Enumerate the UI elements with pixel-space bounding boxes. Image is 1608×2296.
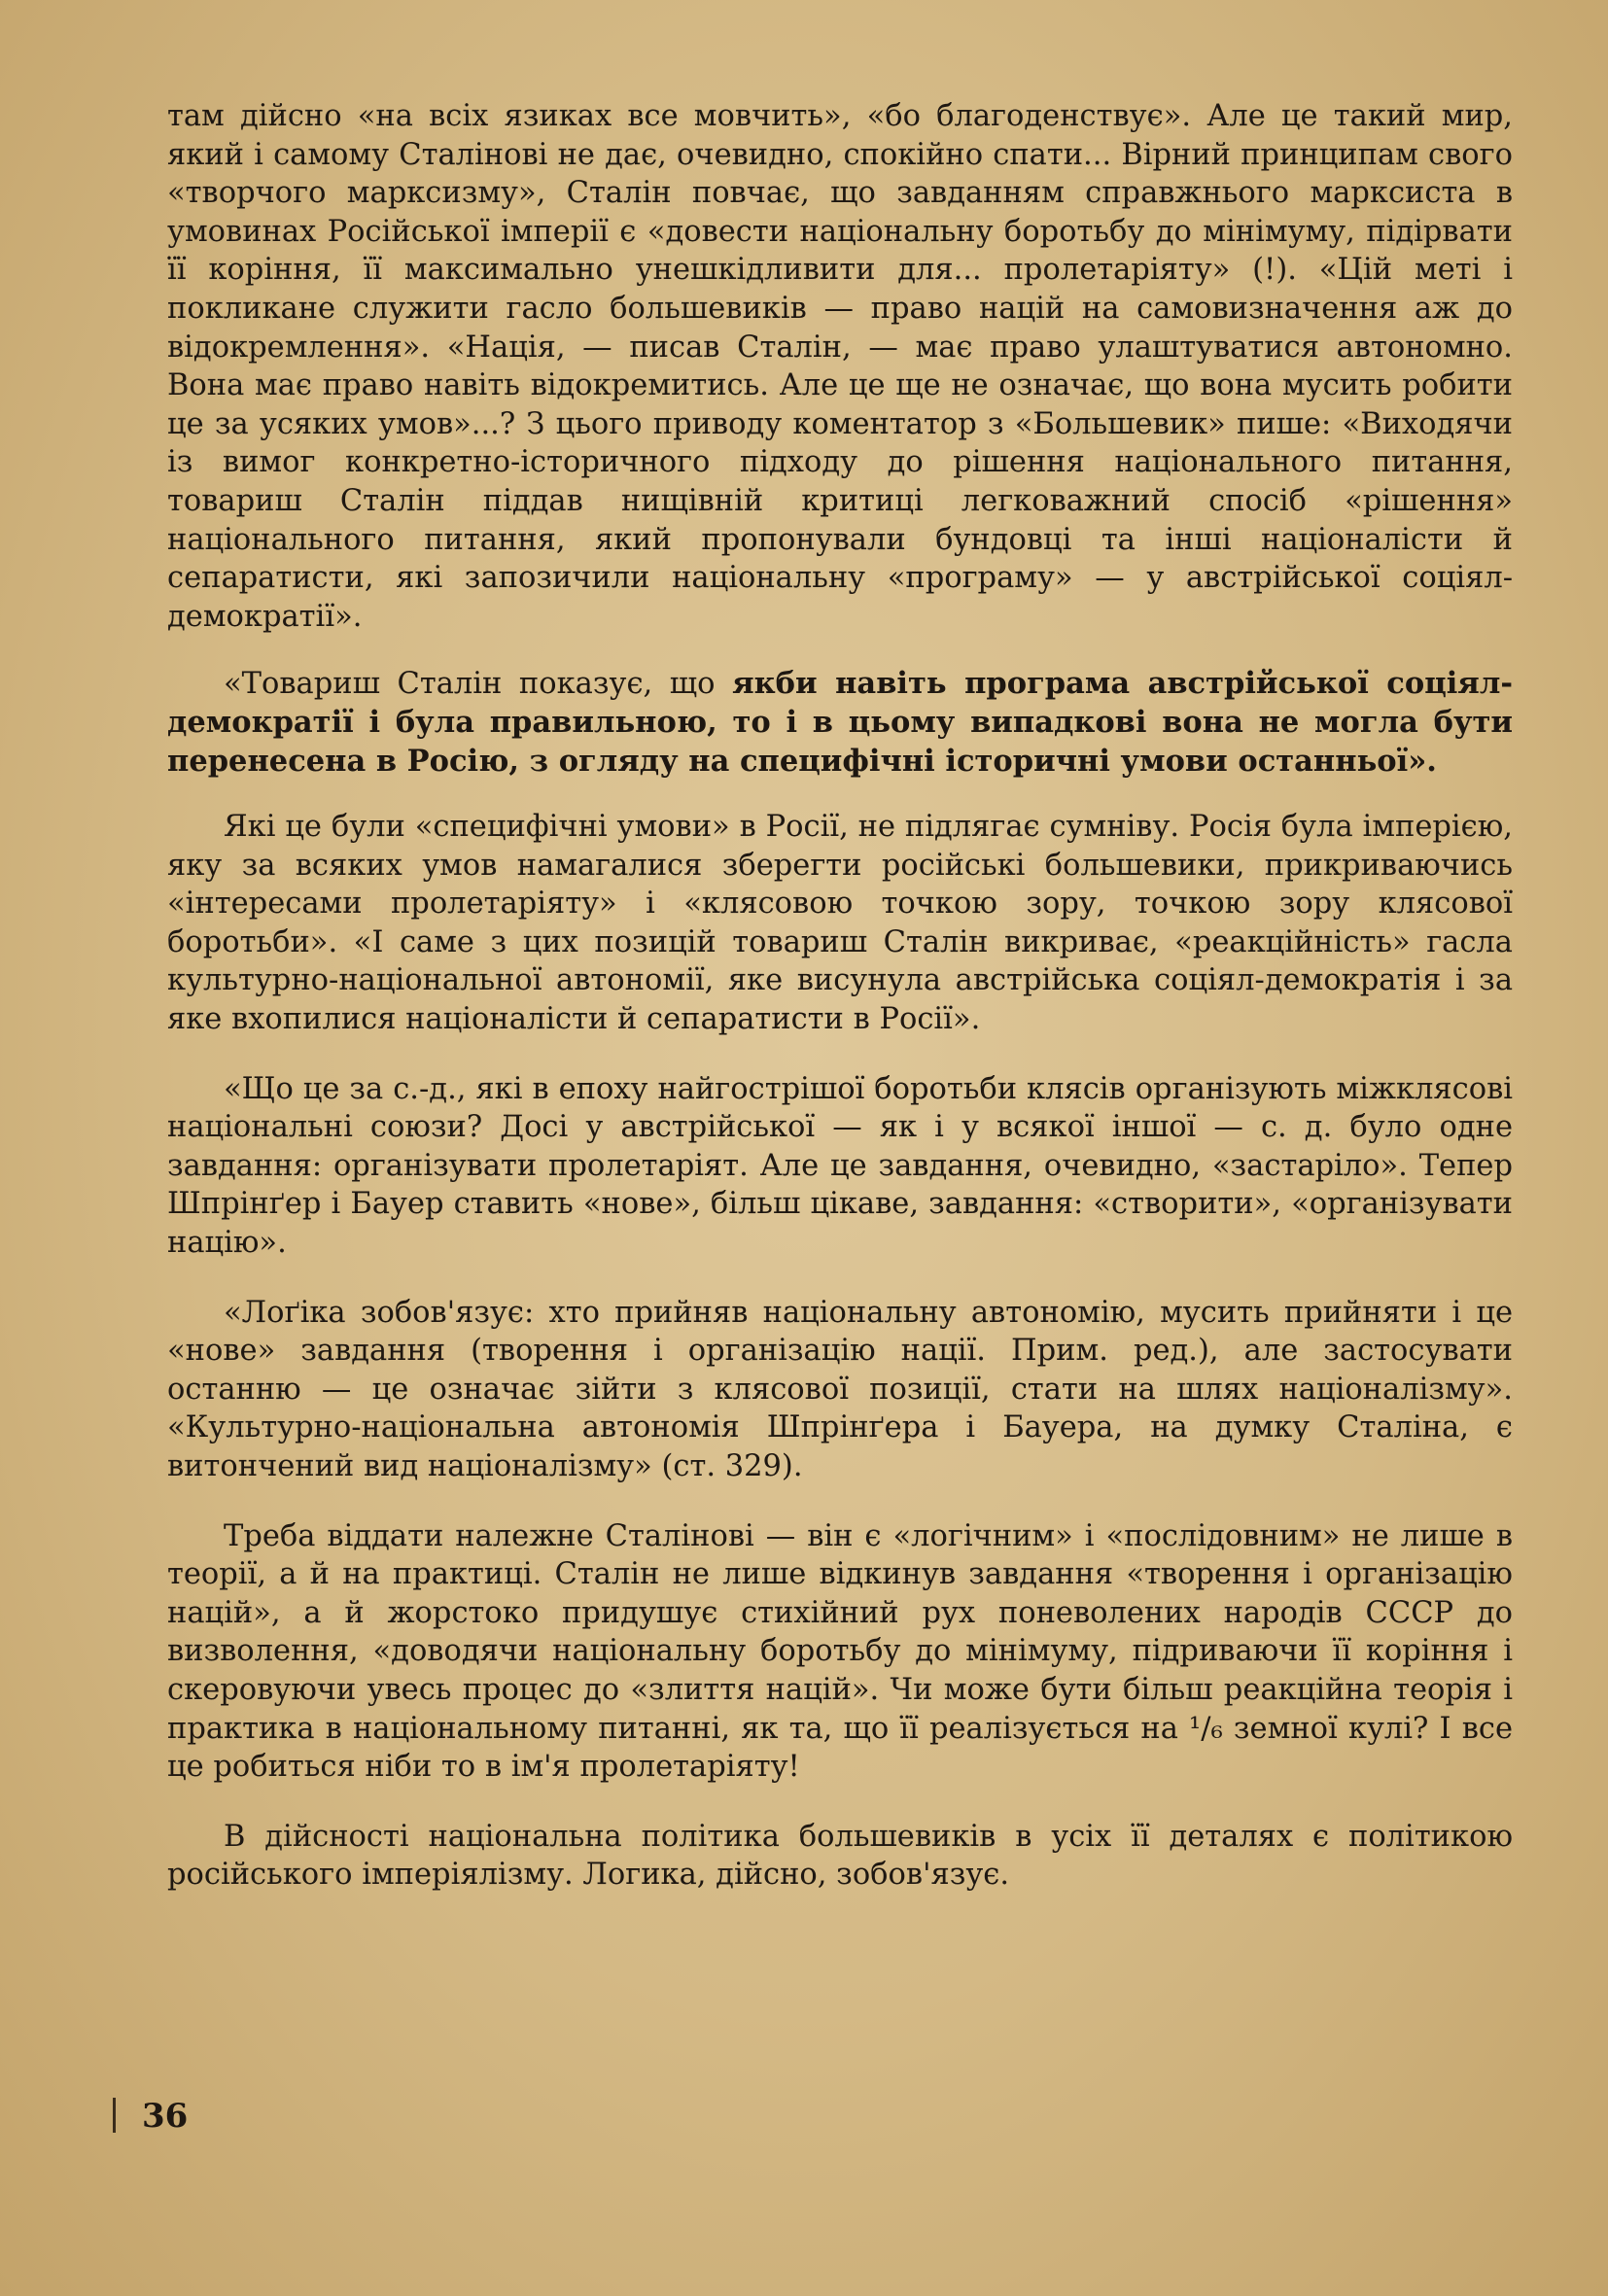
quote-lead: «Товариш Сталін показує, що bbox=[224, 667, 733, 702]
paragraph-2-quote bbox=[167, 665, 1513, 781]
paragraph-7: В дійсності національна політика большевиків в усіх її деталях є політикою російського імперіялізму. Логика, дійсно, зобов'язує. bbox=[167, 1819, 1513, 1893]
paragraph-4-quote: «Що це за с.-д., які в епоху найгострішої боротьби клясів організують міжклясові національні союзи? Досі у австрійської — як і у всякої іншої — с. д. було одне завдання: організувати пролетаріят. Але це завдання, очевидно, «застаріло». Тепер Шпрінґер і Бауер ставить «нове», більш цікаве, завдання: «створити», «організувати націю». bbox=[167, 1071, 1513, 1261]
paragraph-6: Треба віддати належне Сталінові — він є «логічним» і «послідовним» не лише в теорії, а й на практиці. Сталін не лише відкинув завдання «творення і організацію націй», а й жорстоко придушує стихійний рух поневолених народів СССР до визволення, «доводячи національну боротьбу до мінімуму, підриваючи її коріння і скеровуючи увесь процес до «злиття націй». Чи може бути більш реакційна теорія і практика в національному питанні, як та, що її реалізується на ¹/₆ земної кулі? І все це робиться ніби то в ім'я пролетаріяту! bbox=[167, 1518, 1513, 1785]
paragraph-1: там дійсно «на всіх язиках все мовчить», «бо благоденствує». Але це такий мир, який і самому Сталінові не дає, очевидно, спокійно спати... Вірний принципам свого «творчого марксизму», Сталін повчає, що завданням справжнього марксиста в умовинах Російської імперії є «довести національну боротьбу до мінімуму, підірвати її коріння, її максимально унешкідливити для... пролетаріяту» (!). «Цій меті і покликане служити гасло большевиків — право націй на самовизначення аж до відокремлення». «Нація, — писав Сталін, — має право улаштуватися автономно. Вона має право навіть відокремитись. Але це ще не означає, що вона мусить робити це за усяких умов»...? З цього приводу коментатор з «Большевик» пише: «Виходячи із вимог конкретно-історичного підходу до рішення національного питання, товариш Сталін піддав нищівній критиці легковажний спосіб «рішення» національного питання, який пропонували бундовці та інші націоналісти й сепаратисти, які запозичили національну «програму» — у австрійської соціял-демократії». bbox=[167, 99, 1513, 634]
body-text bbox=[167, 97, 1513, 1926]
quote-emphasis: якби навіть програма австрійської соціял-демократії і була правильною, то і в цьому випадкові вона не могла бути перенесена в Росію, з огляду на специфічні історичні умови останньої». bbox=[167, 666, 1514, 779]
margin-mark bbox=[113, 2098, 116, 2133]
page-number: 36 bbox=[142, 2097, 189, 2136]
paragraph-3: Які це були «специфічні умови» в Росії, не підлягає сумніву. Росія була імперією, яку за всяких умов намагалися зберегти російські большевики, прикриваючись «інтересами пролетаріяту» і «клясовою точкою зору, точкою зору клясової боротьби». «І саме з цих позицій товариш Сталін викриває, «реакційність» гасла культурно-національної автономії, яке висунула австрійська соціял-демократія і за яке вхопилися націоналісти й сепаратисти в Росії». bbox=[167, 810, 1513, 1037]
paragraph-5-quote: «Лоґіка зобов'язує: хто прийняв національну автономію, мусить прийняти і це «нове» завдання (творення і організацію нації. Прим. ред.), але застосувати останню — це означає зійти з клясової позиції, стати на шлях націоналізму». «Культурно-національна автономія Шпрінґера і Бауера, на думку Сталіна, є витончений вид націоналізму» (ст. 329). bbox=[167, 1295, 1513, 1483]
